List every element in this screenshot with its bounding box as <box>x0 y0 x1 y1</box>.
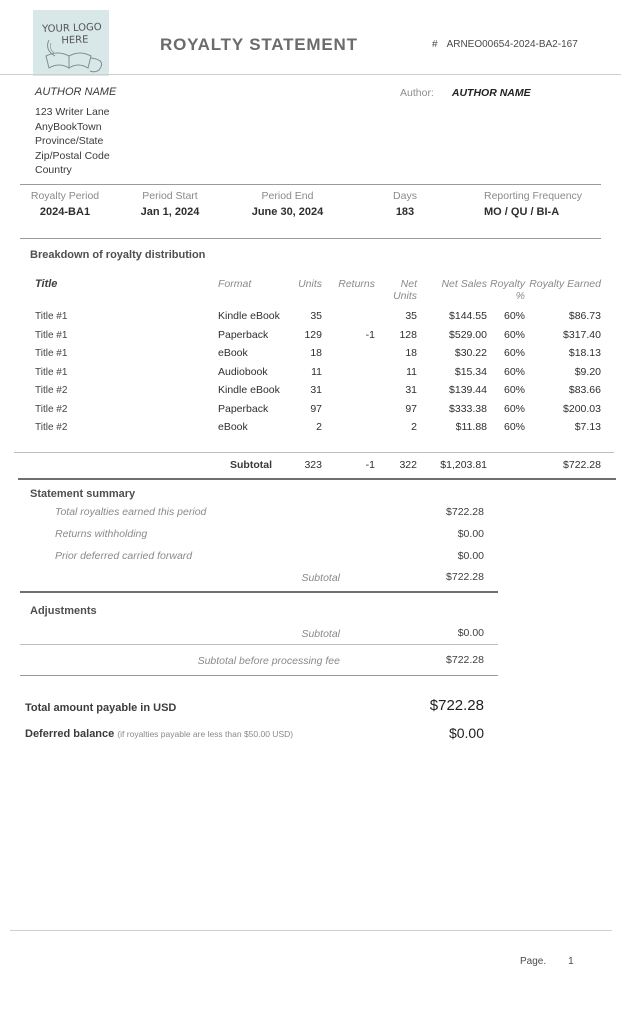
before-fee-label: Subtotal before processing fee <box>197 655 340 667</box>
cell-title: Title #1 <box>35 329 68 341</box>
table-row <box>20 384 601 403</box>
cell-format: Paperback <box>218 402 269 415</box>
cell-royalty-pct: 60% <box>503 402 525 415</box>
recipient-address-line: Country <box>35 164 72 176</box>
cell-title: Title #1 <box>35 311 68 322</box>
cell-units: 2 <box>316 421 322 433</box>
statement-number-value: ARNEO00654-2024-BA2-167 <box>446 39 578 50</box>
recipient-address-line: 123 Writer Lane <box>35 106 110 118</box>
cell-net-sales: $11.88 <box>455 421 487 433</box>
cell-net-sales: $30.22 <box>454 347 487 359</box>
deferred-value: $0.00 <box>448 725 484 741</box>
col-header-format: Format <box>218 278 252 290</box>
cell-net-units: 35 <box>405 310 417 322</box>
logo-text-line2: HERE <box>61 34 89 47</box>
summary-row <box>20 506 484 518</box>
logo-placeholder <box>33 10 109 76</box>
period-label: Reporting Frequency <box>484 190 583 202</box>
period-column-days <box>380 190 430 218</box>
breakdown-section-title: Breakdown of royalty distribution <box>30 249 206 261</box>
cell-format: Kindle eBook <box>218 384 280 396</box>
summary-section-title: Statement summary <box>30 488 136 500</box>
cell-net-units: 31 <box>405 384 417 396</box>
subtotal-label: Subtotal <box>230 459 272 471</box>
subtotal-net-units: 322 <box>399 459 417 471</box>
cell-returns: -1 <box>365 328 375 341</box>
cell-royalty-pct: 60% <box>503 384 525 396</box>
header-divider <box>0 74 621 75</box>
statement-number <box>432 39 578 50</box>
subtotal-royalty-earned: $722.28 <box>563 459 601 471</box>
cell-royalty-earned: $7.13 <box>574 421 601 433</box>
cell-net-sales: $139.44 <box>449 384 487 396</box>
recipient-divider <box>20 184 601 185</box>
period-column-royalty-period <box>20 190 110 218</box>
col-header-net-sales: Net Sales <box>441 278 487 290</box>
summary-row-value: $722.28 <box>446 506 484 518</box>
cell-royalty-earned: $83.66 <box>568 384 601 396</box>
author-field <box>400 87 531 99</box>
royalty-table <box>20 278 601 440</box>
deferred-label-text: Deferred balance <box>25 728 115 740</box>
document-title: ROYALTY STATEMENT <box>160 35 358 54</box>
period-value: Jan 1, 2024 <box>140 206 200 218</box>
logo-text-line1: YOUR LOGO <box>41 21 102 36</box>
before-fee-rule <box>20 675 498 676</box>
recipient-address-line: Province/State <box>35 135 104 147</box>
cell-title: Title #1 <box>35 366 68 378</box>
cell-net-units: 97 <box>405 402 417 415</box>
col-header-royalty-earned: Royalty Earned <box>529 278 601 290</box>
cell-title: Title #2 <box>35 385 68 396</box>
cell-net-sales: $529.00 <box>449 328 487 341</box>
col-header-units: Units <box>298 278 322 290</box>
cell-net-sales: $15.34 <box>454 365 487 378</box>
deferred-note: (if royalties payable are less than $50.00 USD) <box>117 729 294 739</box>
period-label: Period End <box>261 190 314 202</box>
period-value: 183 <box>395 206 415 218</box>
col-header-net-units: Net Units <box>393 278 417 302</box>
cell-units: 18 <box>310 347 322 359</box>
table-header-row <box>20 278 601 302</box>
before-fee-value: $722.28 <box>446 654 484 666</box>
period-label: Royalty Period <box>30 190 100 202</box>
cell-format: eBook <box>218 421 248 433</box>
cell-units: 31 <box>310 384 322 396</box>
payable-label: Total amount payable in USD <box>25 702 177 714</box>
subtotal-returns: -1 <box>365 459 375 471</box>
cell-title: Title #2 <box>35 422 68 433</box>
page-indicator <box>520 956 574 967</box>
summary-row <box>20 550 484 562</box>
cell-format: Kindle eBook <box>218 310 280 322</box>
period-value: MO / QU / BI-A <box>484 206 560 218</box>
cell-net-sales: $333.38 <box>449 402 487 415</box>
summary-row-label: Returns withholding <box>55 528 148 540</box>
cell-net-units: 18 <box>405 347 417 359</box>
subtotal-units: 323 <box>304 459 322 471</box>
cell-title: Title #1 <box>35 348 68 359</box>
cell-units: 129 <box>304 328 322 341</box>
cell-royalty-earned: $86.73 <box>568 310 601 322</box>
col-header-royalty-pct: Royalty % <box>489 278 525 302</box>
subtotal-top-rule <box>14 452 614 453</box>
summary-row-value: $0.00 <box>457 550 484 562</box>
period-divider <box>20 238 601 239</box>
summary-subtotal-value: $722.28 <box>446 571 484 583</box>
cell-royalty-earned: $200.03 <box>563 402 601 415</box>
cell-net-units: 128 <box>399 328 417 341</box>
subtotal-bottom-rule <box>18 478 616 480</box>
statement-number-hash: # <box>432 39 438 50</box>
table-row <box>20 347 601 366</box>
adjustments-subtotal-label: Subtotal <box>301 628 340 640</box>
summary-row-value: $0.00 <box>457 528 484 540</box>
period-column-reporting-frequency <box>484 190 604 218</box>
footer-rule <box>10 930 612 931</box>
adjustments-section-title: Adjustments <box>30 605 97 617</box>
summary-bottom-rule <box>20 591 498 593</box>
table-subtotal-row <box>20 459 601 471</box>
table-row <box>20 403 601 422</box>
page-label: Page. <box>520 956 547 967</box>
period-value: June 30, 2024 <box>251 206 324 218</box>
table-row <box>20 421 601 440</box>
cell-royalty-earned: $9.20 <box>574 365 601 378</box>
cell-royalty-pct: 60% <box>503 328 525 341</box>
cell-net-sales: $144.55 <box>449 310 487 322</box>
book-quill-logo-icon <box>33 10 109 76</box>
cell-units: 97 <box>310 402 322 415</box>
summary-row-label: Prior deferred carried forward <box>55 550 193 562</box>
cell-royalty-pct: 60% <box>503 365 525 378</box>
cell-royalty-pct: 60% <box>503 310 525 322</box>
recipient-block <box>35 86 116 178</box>
col-header-returns: Returns <box>338 278 375 290</box>
cell-net-units: 11 <box>406 365 417 378</box>
cell-format: eBook <box>218 347 248 359</box>
page-number: 1 <box>568 956 574 967</box>
period-label: Period Start <box>142 190 198 202</box>
table-row <box>20 310 601 329</box>
subtotal-net-sales: $1,203.81 <box>440 459 487 471</box>
cell-royalty-earned: $317.40 <box>563 328 601 341</box>
author-field-label: Author: <box>400 87 434 99</box>
cell-royalty-pct: 60% <box>503 347 525 359</box>
cell-net-units: 2 <box>411 421 417 433</box>
adjustments-subtotal-value: $0.00 <box>457 627 484 639</box>
summary-row-label: Total royalties earned this period <box>55 506 207 518</box>
cell-royalty-pct: 60% <box>503 421 525 433</box>
cell-units: 11 <box>311 365 322 378</box>
col-header-title: Title <box>35 278 58 290</box>
period-column-period-start <box>125 190 215 218</box>
cell-format: Paperback <box>218 328 269 341</box>
summary-row <box>20 528 484 540</box>
cell-royalty-earned: $18.13 <box>568 347 601 359</box>
cell-title: Title #2 <box>35 403 68 415</box>
adjustments-rule <box>20 644 498 645</box>
recipient-address-line: AnyBookTown <box>35 120 102 133</box>
period-value: 2024-BA1 <box>39 206 91 218</box>
period-label: Days <box>393 190 417 202</box>
cell-format: Audiobook <box>218 365 268 378</box>
payable-value: $722.28 <box>429 697 484 714</box>
recipient-address-line: Zip/Postal Code <box>35 149 110 162</box>
table-row <box>20 329 601 348</box>
period-column-period-end <box>240 190 335 218</box>
cell-units: 35 <box>310 310 322 322</box>
summary-subtotal-label: Subtotal <box>301 572 340 584</box>
table-row <box>20 366 601 385</box>
recipient-name: AUTHOR NAME <box>35 86 117 98</box>
author-field-value: AUTHOR NAME <box>451 87 531 99</box>
